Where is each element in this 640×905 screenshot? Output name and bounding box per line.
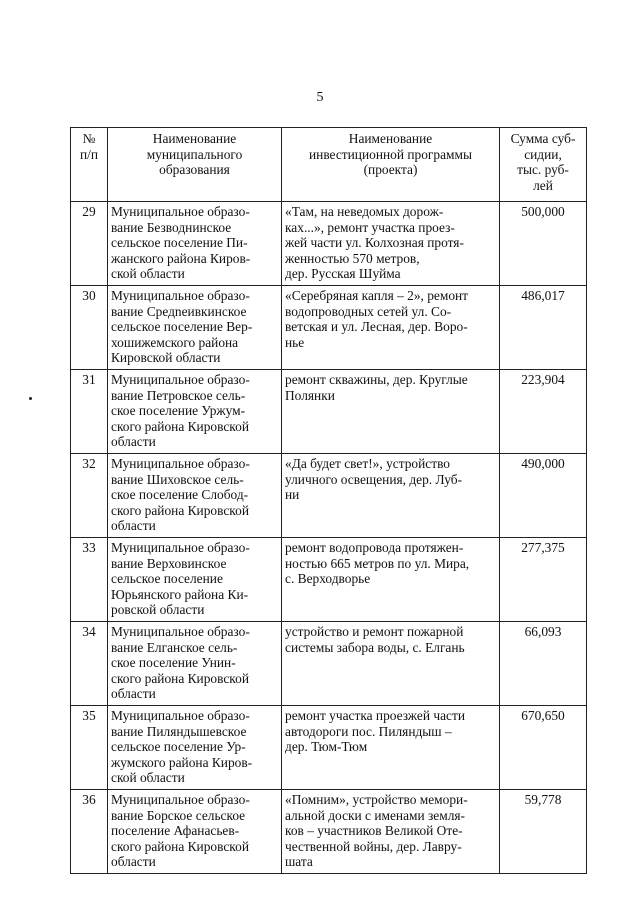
table-row — [71, 454, 587, 538]
row-number: 30 — [71, 286, 108, 370]
row-number: 29 — [71, 202, 108, 286]
cell-line: чественной войны, дер. Лавру- — [285, 838, 462, 854]
row-number: 35 — [71, 706, 108, 790]
municipality-cell — [108, 454, 282, 538]
municipality-cell — [108, 370, 282, 454]
header-line: сидии, — [524, 146, 562, 162]
cell-line: вание Верховинское — [111, 555, 227, 571]
header-line: № — [82, 131, 96, 146]
subsidy-amount: 670,650 — [500, 706, 587, 790]
cell-line: сельское поселение — [111, 571, 223, 587]
program-cell — [282, 454, 500, 538]
subsidy-table — [70, 127, 587, 874]
cell-line: с. Верходворье — [285, 571, 371, 587]
cell-line: ни — [285, 487, 300, 503]
cell-line: жанского района Киров- — [111, 250, 251, 266]
cell-line: устройство и ремонт пожарной — [285, 624, 464, 639]
cell-line: ского района Кировской — [111, 418, 249, 434]
subsidy-amount: 223,904 — [500, 370, 587, 454]
subsidy-amount: 486,017 — [500, 286, 587, 370]
cell-line: «Да будет свет!», устройство — [285, 456, 450, 471]
cell-line: уличного освещения, дер. Луб- — [285, 471, 463, 487]
cell-line: Муниципальное образо- — [111, 372, 250, 387]
subsidy-amount: 277,375 — [500, 538, 587, 622]
cell-line: ках...», ремонт участка проез- — [285, 219, 455, 235]
cell-line: Полянки — [285, 387, 335, 403]
municipality-cell — [108, 706, 282, 790]
program-cell — [282, 538, 500, 622]
cell-line: вание Пиляндышевское — [111, 723, 247, 739]
cell-line: ское поселение Слобод- — [111, 487, 249, 503]
program-cell — [282, 790, 500, 874]
header-line: Наименование — [348, 131, 433, 146]
cell-line: системы забора воды, с. Елгань — [285, 639, 465, 655]
cell-line: ветская и ул. Лесная, дер. Воро- — [285, 319, 468, 335]
cell-line: ровской области — [111, 602, 205, 618]
program-cell — [282, 370, 500, 454]
header-program — [282, 128, 500, 202]
cell-line: области — [111, 434, 156, 450]
cell-line: области — [111, 518, 156, 534]
row-number: 31 — [71, 370, 108, 454]
cell-line: автодороги пос. Пиляндыш – — [285, 723, 452, 739]
cell-line: альной доски с именами земля- — [285, 807, 466, 823]
table-header-row — [71, 128, 587, 202]
table-row — [71, 706, 587, 790]
cell-line: сельское поселение Вер- — [111, 319, 253, 335]
cell-line: ской области — [111, 266, 185, 282]
cell-line: Муниципальное образо- — [111, 456, 250, 471]
cell-line: ское поселение Уржум- — [111, 403, 246, 419]
row-number: 34 — [71, 622, 108, 706]
scan-speck — [29, 397, 32, 400]
subsidy-amount: 59,778 — [500, 790, 587, 874]
table-row — [71, 790, 587, 874]
municipality-cell — [108, 286, 282, 370]
header-line: (проекта) — [363, 162, 418, 178]
cell-line: дер. Тюм-Тюм — [285, 739, 368, 755]
header-number — [71, 128, 108, 202]
header-line: инвестиционной программы — [308, 146, 472, 162]
municipality-cell — [108, 790, 282, 874]
cell-line: женностью 570 метров, — [285, 250, 420, 266]
municipality-cell — [108, 622, 282, 706]
cell-line: жей части ул. Колхозная протя- — [285, 235, 464, 251]
subsidy-amount: 500,000 — [500, 202, 587, 286]
page-number: 5 — [316, 90, 324, 105]
cell-line: Юрьянского района Ки- — [111, 586, 249, 602]
header-line: образования — [159, 162, 230, 178]
cell-line: Муниципальное образо- — [111, 204, 250, 219]
cell-line: сельское поселение Пи- — [111, 235, 248, 251]
cell-line: вание Шиховское сель- — [111, 471, 244, 487]
cell-line: ремонт участка проезжей части — [285, 708, 465, 723]
cell-line: ского района Кировской — [111, 502, 249, 518]
cell-line: ского района Кировской — [111, 838, 249, 854]
cell-line: поселение Афанасьев- — [111, 823, 240, 839]
cell-line: вание Средneивкинское — [111, 303, 247, 319]
cell-line: вание Петровское сель- — [111, 387, 246, 403]
cell-line: Муниципальное образо- — [111, 288, 250, 303]
cell-line: области — [111, 854, 156, 870]
cell-line: ского района Кировской — [111, 670, 249, 686]
cell-line: вание Елганское сель- — [111, 639, 238, 655]
cell-line: водопроводных сетей ул. Со- — [285, 303, 452, 319]
table-row — [71, 286, 587, 370]
cell-line: ремонт водопровода протяжен- — [285, 540, 464, 555]
program-cell — [282, 622, 500, 706]
cell-line: Кировской области — [111, 350, 221, 366]
header-line: Сумма суб- — [510, 131, 576, 146]
cell-line: шата — [285, 854, 313, 870]
header-line: п/п — [79, 146, 99, 162]
subsidy-amount: 66,093 — [500, 622, 587, 706]
row-number: 33 — [71, 538, 108, 622]
program-cell — [282, 286, 500, 370]
table-row — [71, 622, 587, 706]
table-row — [71, 370, 587, 454]
header-line: лей — [533, 177, 553, 193]
row-number: 36 — [71, 790, 108, 874]
cell-line: Муниципальное образо- — [111, 708, 250, 723]
header-line: муниципального — [146, 146, 243, 162]
header-line: тыс. руб- — [517, 162, 569, 178]
cell-line: области — [111, 686, 156, 702]
cell-line: хошижемского района — [111, 334, 239, 350]
header-line: Наименование — [152, 131, 237, 146]
cell-line: жумского района Киров- — [111, 754, 253, 770]
cell-line: «Помним», устройство мемори- — [285, 792, 468, 807]
cell-line: дер. Русская Шуйма — [285, 266, 401, 282]
cell-line: ностью 665 метров по ул. Мира, — [285, 555, 470, 571]
cell-line: ское поселение Унин- — [111, 655, 236, 671]
header-subsidy-sum — [500, 128, 587, 202]
cell-line: Муниципальное образо- — [111, 792, 250, 807]
cell-line: вание Борское сельское — [111, 807, 246, 823]
table-row — [71, 538, 587, 622]
row-number: 32 — [71, 454, 108, 538]
cell-line: Муниципальное образо- — [111, 624, 250, 639]
table-row — [71, 202, 587, 286]
cell-line: «Серебряная капля – 2», ремонт — [285, 288, 469, 303]
program-cell — [282, 706, 500, 790]
municipality-cell — [108, 538, 282, 622]
cell-line: ской области — [111, 770, 185, 786]
program-cell — [282, 202, 500, 286]
cell-line: ремонт скважины, дер. Круглые — [285, 372, 468, 387]
cell-line: Муниципальное образо- — [111, 540, 250, 555]
subsidy-amount: 490,000 — [500, 454, 587, 538]
cell-line: «Там, на неведомых дорож- — [285, 204, 444, 219]
header-municipality — [108, 128, 282, 202]
municipality-cell — [108, 202, 282, 286]
cell-line: нье — [285, 334, 305, 350]
cell-line: ков – участников Великой Оте- — [285, 823, 463, 839]
cell-line: вание Безводнинское — [111, 219, 232, 235]
cell-line: сельское поселение Ур- — [111, 739, 246, 755]
